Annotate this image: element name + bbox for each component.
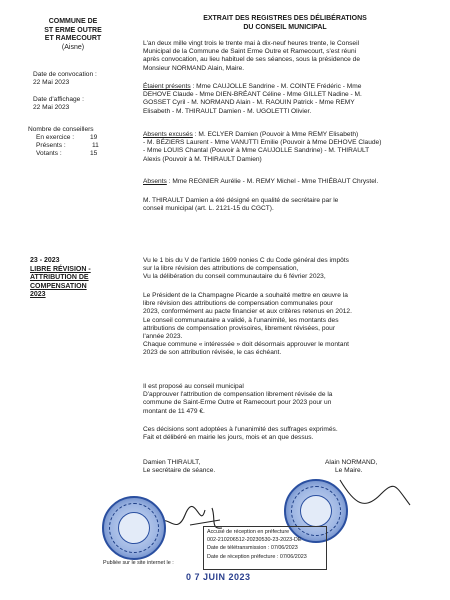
para2-line-2: 2023 de son attribution révisée, le cas échéant.: [143, 349, 282, 357]
para1-line-5: attributions de compensation provisoires, librement révisées, pour: [143, 324, 336, 332]
absentes-heading: Absents: [143, 178, 167, 185]
votants-value: 15: [90, 150, 98, 157]
absents-heading: Absents excusés: [143, 131, 193, 138]
mayor-signature-block: [325, 459, 425, 476]
intro-paragraph: [143, 40, 415, 73]
propose-line-3: commune de Saint-Erme Outre et Ramecourt pour 2023 pour un: [143, 399, 332, 407]
vu-paragraph: [143, 257, 415, 282]
date-stamp: 0 7 JUIN 2023: [186, 572, 251, 582]
absentes-paragraph: [143, 178, 415, 186]
mayor-role: Le Maire.: [335, 467, 363, 475]
affichage-block: [33, 96, 133, 112]
presents-line-4: Elisabeth - M. THIRAULT Damien - M. UGOLETTI Olivier.: [143, 107, 312, 115]
intro-line-2: Municipal de la Commune de Saint Erme Outre et Ramecourt, s'est réuni: [143, 48, 357, 56]
pref-line-4: Date de réception préfecture : 07/06/2023: [207, 553, 307, 560]
deliberation-title-2: ATTRIBUTION DE: [30, 274, 89, 281]
presents-line-2: DEHOVE Claude - Mme DIEN-BRÉANT Céline - Mme GILLET Nadine - M.: [143, 91, 362, 99]
decision-paragraph: [143, 426, 415, 442]
secretary-signature-block: [143, 459, 263, 476]
deliberation-title-4: 2023: [30, 291, 46, 298]
commune-seal-left: [102, 496, 166, 560]
intro-line-1: L'an deux mille vingt trois le trente mai à dix-neuf heures trente, le Conseil: [143, 40, 360, 47]
absents-line-1: : M. ECLYER Damien (Pouvoir à Mme REMY Elisabeth): [192, 131, 359, 138]
convocation-label: Date de convocation :: [33, 71, 97, 78]
para1-line-4: Le conseil communautaire a validé, à l'unanimité, les montants des: [143, 316, 339, 324]
pref-line-1: Accusé de réception en préfecture: [207, 529, 290, 535]
proposition-paragraph: [143, 383, 415, 416]
conseillers-block: [28, 126, 138, 158]
para1-line-1: Le Président de la Champagne Picarde a souhaité mettre en œuvre la: [143, 292, 348, 299]
title-line-1: EXTRAIT DES REGISTRES DES DÉLIBÉRATIONS: [203, 15, 367, 22]
decision-line-1: Ces décisions sont adoptées à l'unanimité des suffrages exprimés.: [143, 426, 338, 433]
document-title: [150, 14, 420, 32]
exercice-label: En exercice :: [36, 134, 75, 141]
propose-line-2: D'approuver l'attribution de compensation librement révisée de la: [143, 391, 333, 399]
commune-line-1: COMMUNE DE: [48, 18, 98, 25]
propose-line-1: Il est proposé au conseil municipal: [143, 383, 244, 390]
public-notice: Publiée sur le site internet le :: [103, 560, 174, 566]
absents-line-2: - M. BÉZIERS Laurent - Mme VANUTTI Emilie (Pouvoir à Mme DEHOVE Claude): [143, 139, 382, 147]
secretary-name: Damien THIRAULT,: [143, 459, 201, 466]
convocation-date: 22 Mai 2023: [33, 79, 70, 86]
affichage-label: Date d'affichage :: [33, 96, 84, 103]
secretaire-line-1: M. THIRAULT Damien a été désigné en qualité de secrétaire par le: [143, 197, 339, 204]
deliberation-title-3: COMPENSATION: [30, 282, 87, 290]
deliberation-title-1: LIBRE RÉVISION -: [30, 265, 91, 273]
intro-line-3: après convocation, au lieu habituel de ses séances, sous la présidence de: [143, 56, 361, 64]
exercice-value: 19: [90, 134, 98, 141]
presents-value: 11: [92, 142, 99, 149]
vu-line-2: sur la libre révision des attributions de compensation,: [143, 265, 299, 273]
decision-line-2: Fait et délibéré en mairie les jours, mois et an que dessus.: [143, 434, 314, 442]
deliberation-heading: [30, 257, 130, 300]
affichage-date: 22 Mai 2023: [33, 104, 70, 111]
presents-line-3: GOSSET Cyril - M. NORMAND Alain - M. RAOUIN Patrick - Mme REMY: [143, 99, 355, 107]
convocation-block: [33, 71, 133, 87]
secretary-role: Le secrétaire de séance.: [143, 467, 216, 475]
absents-line-3: - Mme LOUIS Chantal (Pouvoir à Mme CAUJOLLE Sandrine) - M. THIRAULT: [143, 147, 370, 155]
para1-line-2: libre révision des attributions de compensation communales pour: [143, 300, 333, 308]
secretaire-paragraph: [143, 197, 415, 213]
prefecture-receipt-box: [203, 526, 327, 570]
intro-line-4: Monsieur NORMAND Alain, Maire.: [143, 64, 245, 72]
commune-line-4: (Aisne): [61, 43, 85, 51]
conseillers-label: Nombre de conseillers: [28, 126, 94, 133]
secretaire-line-2: conseil municipal (art. L. 2121-15 du CGCT).: [143, 205, 274, 213]
absents-line-4: Alexis (Pouvoir à M. THIRAULT Damien): [143, 155, 262, 163]
presents-paragraph: [143, 83, 415, 116]
votants-label: Votants :: [36, 150, 62, 157]
presidence-paragraph: [143, 292, 415, 358]
title-line-2: DU CONSEIL MUNICIPAL: [243, 24, 327, 31]
para1-line-3: 2023, conformément au pacte financier et aux critères retenus en 2012.: [143, 308, 352, 316]
presents-label: Présents :: [36, 142, 66, 149]
presents-line-1: : Mme CAUJOLLE Sandrine - M. COINTE Frédéric - Mme: [190, 83, 362, 90]
vu-line-1: Vu le 1 bis du V de l'article 1609 nonies C du Code général des impôts: [143, 257, 349, 264]
absents-paragraph: [143, 131, 415, 164]
para2-line-1: Chaque commune « intéressée » doit désormais approuver le montant: [143, 341, 349, 349]
commune-header: [18, 18, 128, 52]
deliberation-number: 23 - 2023: [30, 257, 60, 264]
propose-line-4: montant de 11 479 €.: [143, 407, 205, 415]
absentes-line-1: : Mme REGNIER Aurélie - M. REMY Michel - Mme THIÉBAUT Chrystel.: [166, 178, 379, 185]
mayor-name: Alain NORMAND,: [325, 459, 378, 466]
commune-line-3: ET RAMECOURT: [44, 35, 102, 42]
pref-line-3: Date de télétransmission : 07/06/2023: [207, 545, 298, 552]
pref-line-2: 002-210206512-20230530-23-2023-DE: [207, 537, 302, 544]
vu-line-3: Vu la délibération du conseil communautaire du 6 février 2023,: [143, 273, 326, 281]
para1-line-6: l'année 2023.: [143, 333, 183, 341]
presents-heading: Étaient présents: [143, 83, 191, 90]
commune-line-2: ST ERME OUTRE: [44, 26, 102, 34]
